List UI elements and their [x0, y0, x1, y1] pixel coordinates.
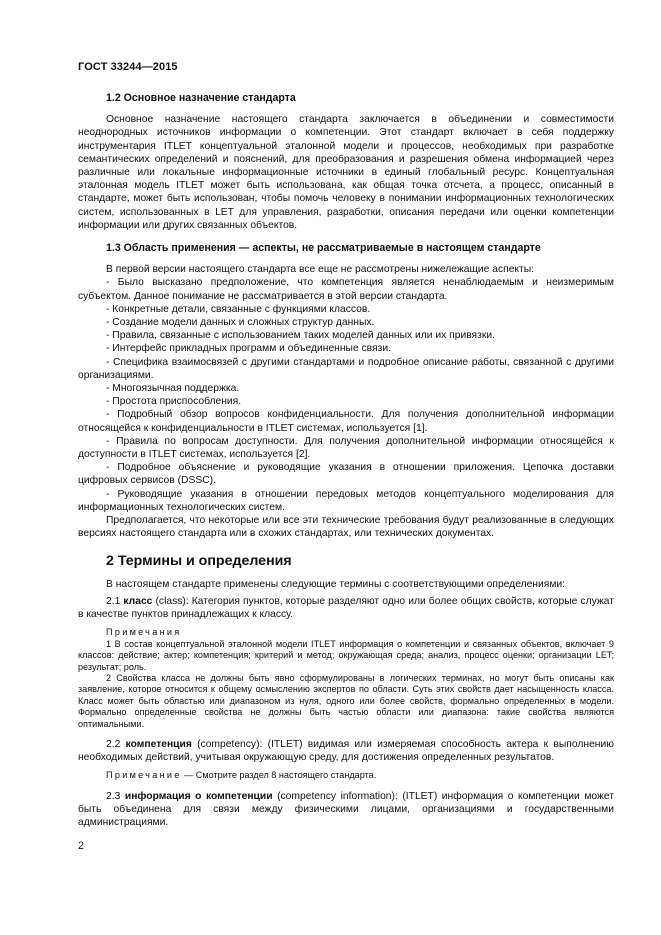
page-number: 2	[78, 840, 84, 852]
term-english: (competency):	[197, 738, 263, 750]
section-1-3-intro: В первой версии настоящего стандарта все еще не рассмотрены нижележащие аспекты:	[106, 264, 535, 276]
note-3	[78, 770, 614, 781]
list-item: - Правила, связанные с использованием таких моделей данных или их привязки.	[106, 330, 495, 342]
note-text: — Смотрите раздел 8 настоящего стандарта.	[184, 770, 377, 781]
section-1-3-heading: 1.3 Область применения — аспекты, не рассматриваемые в настоящем стандарте	[106, 242, 541, 255]
term-number: 2.1	[106, 595, 121, 607]
term-definition: (ITLET) информация о компетенции может быть объединена для связи между физическими лицами, организациями и государственными администрациями.	[78, 790, 614, 829]
note-2: 2 Свойства класса не должны быть явно сформулированы в логических терминах, но могут быть описаны как заявление, которое относится к общему осмыслению экспертов по области. Суть этих свойств дает насыщенность класса. Класс может быть областью или диапазоном из нуля, одного или более свойств, формально определенных в модели. Формально определенные свойства не должны быть частью области или диапазона: такие свойства являются оптимальными.	[78, 672, 614, 729]
document-body	[78, 92, 614, 829]
term-2-1	[78, 595, 614, 621]
list-item: - Руководящие указания в отношении передовых методов концептуального моделирования для информационных технологических систем.	[78, 488, 614, 513]
term-name: класс	[123, 595, 153, 607]
notes-label: Примечания	[106, 627, 182, 638]
notes-heading	[78, 627, 614, 638]
list-item: - Подробный обзор вопросов конфиденциальности. Для получения дополнительной информации относящейся к конфиденциальности в ITLET системах, используется [1].	[78, 409, 614, 434]
list-item: - Правила по вопросам доступности. Для получения дополнительной информации относящейся к доступности в ITLET системах, используется [2].	[78, 435, 614, 461]
term-2-3	[78, 790, 614, 830]
list-item: - Простота приспособления.	[106, 396, 242, 408]
list-item: - Многоязычная поддержка.	[106, 383, 240, 395]
list-item: - Конкретные детали, связанные с функциями классов.	[106, 303, 371, 315]
document-id: ГОСТ 33244—2015	[78, 61, 178, 73]
term-name: информация о компетенции	[124, 790, 273, 802]
section-2-heading: 2 Термины и определения	[106, 552, 292, 569]
term-number: 2.2	[106, 738, 121, 750]
section-1-2-heading: 1.2 Основное назначение стандарта	[106, 92, 296, 104]
term-2-2	[78, 738, 614, 764]
term-name: компетенция	[125, 738, 192, 750]
section-1-3-outro: Предполагается, что некоторые или все эти технические требования будут реализованные в следующих версиях настоящего стандарта или в схожих стандартах, или технических документах.	[78, 515, 614, 540]
term-english: (competency information):	[277, 790, 398, 802]
list-item: - Специфика взаимосвязей с другими стандартами и подробное описание работы, связанной с другими организациями.	[78, 356, 614, 381]
section-1-2-body: Основное назначение настоящего стандарта заключается в объединении и совместимости неоднородных источников информации о компетенции. Этот стандарт включает в себя поддержку инструментария ITLET концептуальной эталонной модели и процессов, необходимых при разработке семантических определений и пояснений, для преобразования и разрешения обмена информацией через различные или локальные информационные источники в единый глобальный ресурс. Концептуальная эталонная модель ITLET может быть использована, как общая точка отсчета, а процесс, описанный в стандарте, может быть использован, чтобы помочь человеку в понимании информационных технологических систем, использованных в LET для управления, разработки, описания передачи или оценки компетенции информации или других связанных объектов.	[78, 114, 614, 231]
term-english: (class):	[155, 595, 189, 607]
list-item: - Создание модели данных и сложных структур данных.	[106, 317, 375, 329]
section-2-intro: В настоящем стандарте применены следующие термины с соответствующими определениями:	[106, 578, 566, 590]
list-item: - Интерфейс прикладных программ и объединенные связи.	[106, 343, 391, 355]
note-1: 1 В состав концептуальной эталонной модели ITLET информация о компетенции и связанных объектов, включает 9 классов: действие; актер; компетенция; критерий и метод; окружающая среда; анализ, процесс оценки; организации LET; результат; роль.	[78, 638, 614, 672]
list-item: - Было высказано предположение, что компетенция является ненаблюдаемым и неизмеримым субъектом. Данное понимание не рассматривается в этой версии стандарта.	[78, 277, 614, 302]
note-label: Примечание	[106, 770, 182, 781]
list-item: - Подробное объяснение и руководящие указания в отношении приложения. Цепочка доставки цифровых сервисов (DSSC).	[78, 462, 614, 487]
term-number: 2.3	[106, 790, 121, 802]
term-definition: (ITLET) видимая или измеряемая способность актера к выполнению необходимых действий, учитывая окружающую среду, для достижения определенных результатов.	[78, 738, 614, 764]
term-definition: Категория пунктов, которые разделяют одно или более общих свойств, которые служат в качестве пунктов принадлежащих к классу.	[78, 595, 614, 621]
